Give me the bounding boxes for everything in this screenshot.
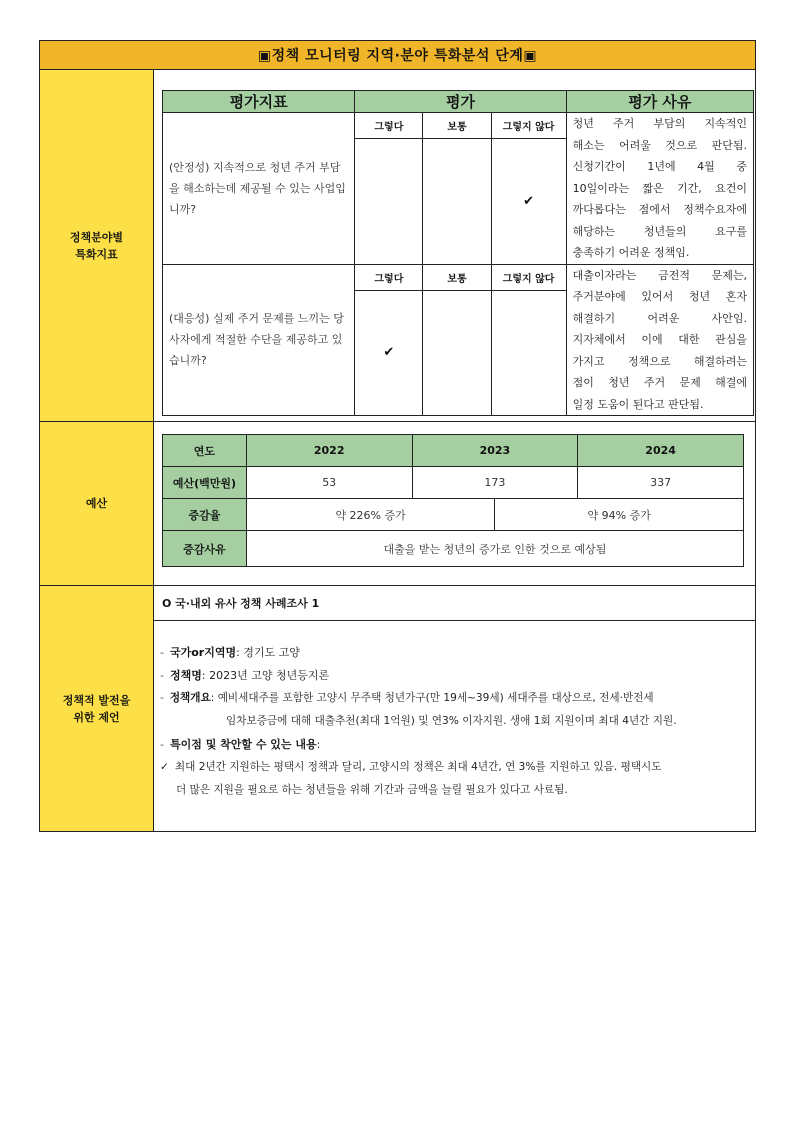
- reason-line: 주거분야에 있어서 청년 혼자: [572, 290, 747, 303]
- indicator-section: [40, 70, 755, 422]
- reason-line: 충족하기 어려운 정책임.: [572, 246, 690, 259]
- item-text: : 2023년 고양 청년등지론: [201, 669, 330, 682]
- item-label: 국가or지역명: [169, 646, 237, 659]
- reason-line: 신청기간이 1년에 4월 중: [572, 160, 747, 173]
- item-text: 임차보증금에 대해 대출추천(최대 1억원) 및 연3% 이자지원. 생애 1회 지원이며 최대 4년간 지원.: [226, 715, 677, 727]
- page-title: ▣정책 모니터링 지역·분야 특화분석 단계▣: [40, 41, 755, 70]
- budget-value: 53: [246, 467, 412, 499]
- year-cell: 2022: [246, 435, 412, 467]
- budget-value: 337: [578, 467, 744, 499]
- proposal-item: - 정책개요: 예비세대주를 포함한 고양시 무주택 청년가구(만 19세~39세) 세대주를 대상으로, 전세·반전세: [160, 692, 654, 704]
- reason-line: 점이 청년 주거 문제 해결에: [572, 376, 747, 389]
- proposal-item: - 국가or지역명: 경기도 고양: [160, 646, 300, 659]
- evaluation-header-row: [163, 91, 754, 113]
- policy-monitoring-form: [39, 40, 756, 832]
- option-no: 그렇지 않다: [491, 264, 566, 290]
- year-cell: 2023: [412, 435, 578, 467]
- option-neutral: 보통: [423, 113, 491, 139]
- rate-label: 증감율: [163, 499, 247, 531]
- header-indicator: 평가지표: [163, 91, 355, 113]
- note-line: [160, 779, 747, 802]
- note-text: 더 많은 지원을 필요로 하는 청년들을 위해 기간과 금액을 늘릴 필요가 있다고 사료됨.: [176, 784, 568, 796]
- budget-label: 예산: [40, 422, 154, 585]
- budget-value: 173: [412, 467, 578, 499]
- item-label: 정책개요: [169, 692, 211, 704]
- proposal-section: [40, 586, 755, 831]
- reason-line: 해당하는 청년들의 요구를: [572, 224, 747, 238]
- budget-row-label: 예산(백만원): [163, 467, 247, 499]
- check-cell[interactable]: ✔: [355, 290, 423, 415]
- check-cell[interactable]: [355, 139, 423, 264]
- reason-line: 일정 도움이 된다고 판단됨.: [572, 397, 704, 411]
- reason-row: [163, 531, 744, 567]
- check-cell[interactable]: ✔: [491, 139, 566, 264]
- rate-row: [163, 499, 744, 531]
- option-yes: 그렇다: [355, 113, 423, 139]
- question-stability: (안정성) 지속적으로 청년 주거 부담을 해소하는데 제공될 수 있는 사업입니까?: [163, 113, 355, 265]
- item-text: :: [316, 738, 321, 751]
- reason-line: 청년 주거 부담의 지속적인: [572, 117, 747, 130]
- item-label: 특이점 및 착안할 수 있는 내용: [169, 738, 317, 751]
- change-reason-value: 대출을 받는 청년의 증가로 인한 것으로 예상됨: [246, 531, 743, 567]
- proposal-label: 정책적 발전을 위한 제언: [40, 586, 154, 831]
- question-responsiveness: (대응성) 실제 주거 문제를 느끼는 당사자에게 적절한 수단을 제공하고 있습니까?: [163, 264, 355, 416]
- reason-line: 까다롭다는 점에서 정책수요자에: [572, 203, 747, 216]
- rate-value: 약 94% 증가: [495, 499, 744, 531]
- budget-row: [163, 467, 744, 499]
- check-cell[interactable]: [423, 139, 491, 264]
- year-label: 연도: [163, 435, 247, 467]
- case-study-body: [154, 621, 755, 802]
- header-evaluation: 평가: [355, 91, 566, 113]
- checkmark-icon: ✓: [160, 761, 169, 773]
- budget-table: [162, 434, 744, 567]
- reason-line: 해결하기 어려운 사안임.: [572, 311, 747, 325]
- case-study-heading: O 국·내외 유사 정책 사례조사 1: [154, 586, 755, 621]
- reason-line: 해소는 어려울 것으로 판단됨.: [572, 138, 747, 152]
- item-text: : 예비세대주를 포함한 고양시 무주택 청년가구(만 19세~39세) 세대주를 대상으로, 전세·반전세: [210, 692, 654, 704]
- reason-responsiveness: [566, 264, 753, 416]
- evaluation-table: [162, 90, 754, 416]
- check-cell[interactable]: [491, 290, 566, 415]
- indicator-label: 정책분야별 특화지표: [40, 70, 154, 421]
- change-reason-label: 증감사유: [163, 531, 247, 567]
- note-line: [160, 756, 747, 779]
- item-label: 정책명: [169, 669, 202, 682]
- note-text: 최대 2년간 지원하는 평택시 정책과 달리, 고양시의 정책은 최대 4년간, 연 3%를 지원하고 있음. 평택시도: [174, 761, 662, 773]
- proposal-item-continued: [160, 710, 747, 733]
- year-row: [163, 435, 744, 467]
- budget-section: [40, 422, 755, 586]
- header-reason: 평가 사유: [566, 91, 753, 113]
- reason-line: 가지고 정책으로 해결하려는: [572, 354, 747, 368]
- check-cell[interactable]: [423, 290, 491, 415]
- year-cell: 2024: [578, 435, 744, 467]
- option-neutral: 보통: [423, 264, 491, 290]
- option-no: 그렇지 않다: [491, 113, 566, 139]
- rate-value: 약 226% 증가: [246, 499, 495, 531]
- reason-line: 10일이라는 짧은 기간, 요건이: [572, 181, 747, 195]
- reason-line: 지자체에서 이에 대한 관심을: [572, 333, 747, 346]
- option-yes: 그렇다: [355, 264, 423, 290]
- reason-line: 대출이자라는 금전적 문제는,: [572, 268, 747, 282]
- reason-stability: [566, 113, 753, 265]
- proposal-item: - 정책명: 2023년 고양 청년등지론: [160, 669, 330, 682]
- item-text: : 경기도 고양: [236, 646, 300, 659]
- proposal-item: - 특이점 및 착안할 수 있는 내용:: [160, 738, 321, 751]
